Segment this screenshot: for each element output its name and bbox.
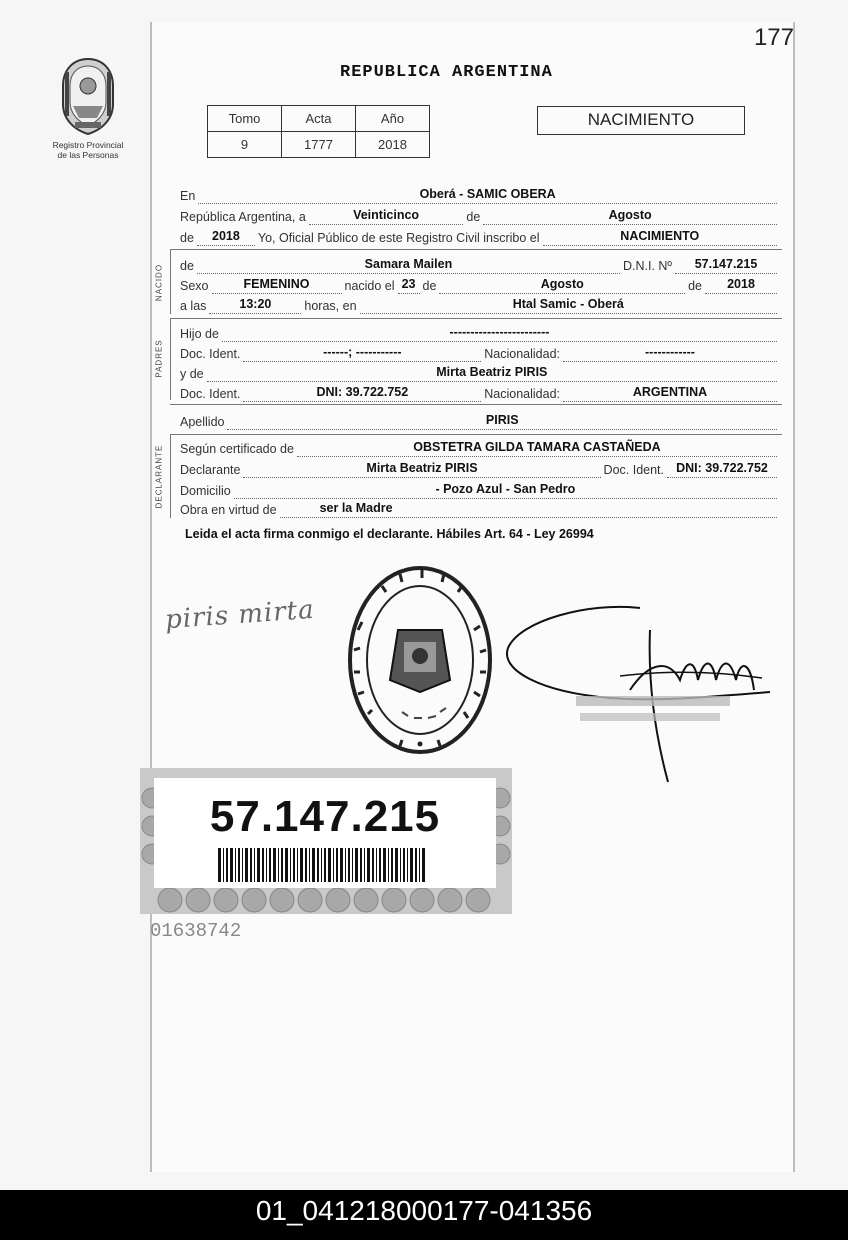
line-date: República Argentina, a Veinticinco de Agosto: [180, 205, 780, 225]
year-value: 2018: [212, 229, 240, 243]
paper-edge-left: [150, 22, 152, 1172]
barcode-icon: [218, 848, 428, 882]
declarant-doc-value: DNI: 39.722.752: [676, 461, 768, 475]
line-birth-time-place: a las 13:20 horas, en Htal Samic - Oberá: [180, 294, 780, 314]
line-basis: Obra en virtud de ser la Madre: [180, 498, 780, 518]
line-sex-birthdate: Sexo FEMENINO nacido el 23 de Agosto de 2018: [180, 274, 780, 294]
line-mother-doc: Doc. Ident. DNI: 39.722.752 Nacionalidad: ARGENTINA: [180, 382, 780, 402]
volume-table: [207, 105, 430, 158]
tomo-value: 9: [208, 132, 282, 158]
sex-value: FEMENINO: [243, 277, 310, 291]
authorized-signature: [500, 600, 790, 790]
closing-note: Leida el acta firma conmigo el declarante. Hábiles Art. 64 - Ley 26994: [185, 527, 594, 541]
line-certificate: Según certificado de OBSTETRA GILDA TAMARA CASTAÑEDA: [180, 437, 780, 457]
sticker-panel: [154, 778, 496, 888]
day-words-value: Veinticinco: [353, 208, 420, 222]
page-number: 177: [753, 24, 794, 51]
surname-value: PIRIS: [485, 413, 519, 427]
place-value: Oberá - SAMIC OBERA: [419, 187, 556, 201]
id-number-sticker: [140, 768, 512, 914]
father-nationality-value: ------------: [645, 345, 695, 359]
record-type-box: NACIMIENTO: [537, 106, 745, 135]
line-place: En Oberá - SAMIC OBERA: [180, 184, 780, 204]
certificate-value: OBSTETRA GILDA TAMARA CASTAÑEDA: [413, 440, 661, 454]
line-father-doc: Doc. Ident. ------; ----------- Nacionalidad: ------------: [180, 342, 780, 362]
father-name-value: ------------------------: [449, 325, 550, 339]
scan-file-code: 01_041218000177-041356: [0, 1190, 848, 1240]
official-seal-stamp: [340, 560, 510, 760]
line-mother: y de Mirta Beatriz PIRIS: [180, 362, 780, 382]
ano-value: 2018: [356, 132, 430, 158]
mother-name-value: Mirta Beatriz PIRIS: [436, 365, 548, 379]
line-address: Domicilio - Pozo Azul - San Pedro: [180, 479, 780, 499]
line-father: Hijo de ------------------------: [180, 322, 780, 342]
tomo-header: Tomo: [208, 106, 282, 132]
birth-year-value: 2018: [727, 277, 755, 291]
line-official: de 2018 Yo, Oficial Público de este Registro Civil inscribo el NACIMIENTO: [180, 226, 780, 246]
mother-doc-value: DNI: 39.722.752: [316, 385, 409, 399]
child-dni-value: 57.147.215: [694, 257, 758, 271]
section-label-padres: PADRES: [154, 339, 164, 378]
birth-day-value: 23: [401, 277, 416, 291]
section-label-declarante: DECLARANTE: [154, 444, 164, 509]
paper-edge-right: [793, 22, 795, 1172]
provincial-crest-icon: [53, 56, 123, 136]
birth-month-value: Agosto: [540, 277, 584, 291]
declarant-name-value: Mirta Beatriz PIRIS: [366, 461, 478, 475]
line-declarant: Declarante Mirta Beatriz PIRIS Doc. Ident. DNI: 39.722.752: [180, 458, 780, 478]
declarant-handwritten-signature: piris mirta: [164, 594, 316, 636]
father-doc-value: ------; -----------: [323, 345, 402, 359]
record-kind-value: NACIMIENTO: [620, 229, 700, 243]
section-label-nacido: NACIDO: [154, 263, 164, 302]
line-child-name: de Samara Mailen D.N.I. Nº 57.147.215: [180, 254, 780, 274]
line-surname: Apellido PIRIS: [180, 410, 780, 430]
child-name-value: Samara Mailen: [364, 257, 453, 271]
document-title: REPUBLICA ARGENTINA: [340, 63, 553, 82]
acta-header: Acta: [282, 106, 356, 132]
registry-logo: [40, 56, 136, 160]
birth-place-value: Htal Samic - Oberá: [512, 297, 624, 311]
acta-value: 1777: [282, 132, 356, 158]
address-value: - Pozo Azul - San Pedro: [435, 482, 576, 496]
sticker-id-number: 57.147.215: [209, 792, 441, 841]
logo-caption: Registro Provincial de las Personas: [52, 140, 124, 160]
mother-nationality-value: ARGENTINA: [632, 385, 708, 399]
month-value: Agosto: [608, 208, 652, 222]
basis-value: ser la Madre: [319, 501, 393, 515]
birth-time-value: 13:20: [239, 297, 272, 311]
ano-header: Año: [356, 106, 430, 132]
control-number: 01638742: [150, 920, 242, 942]
